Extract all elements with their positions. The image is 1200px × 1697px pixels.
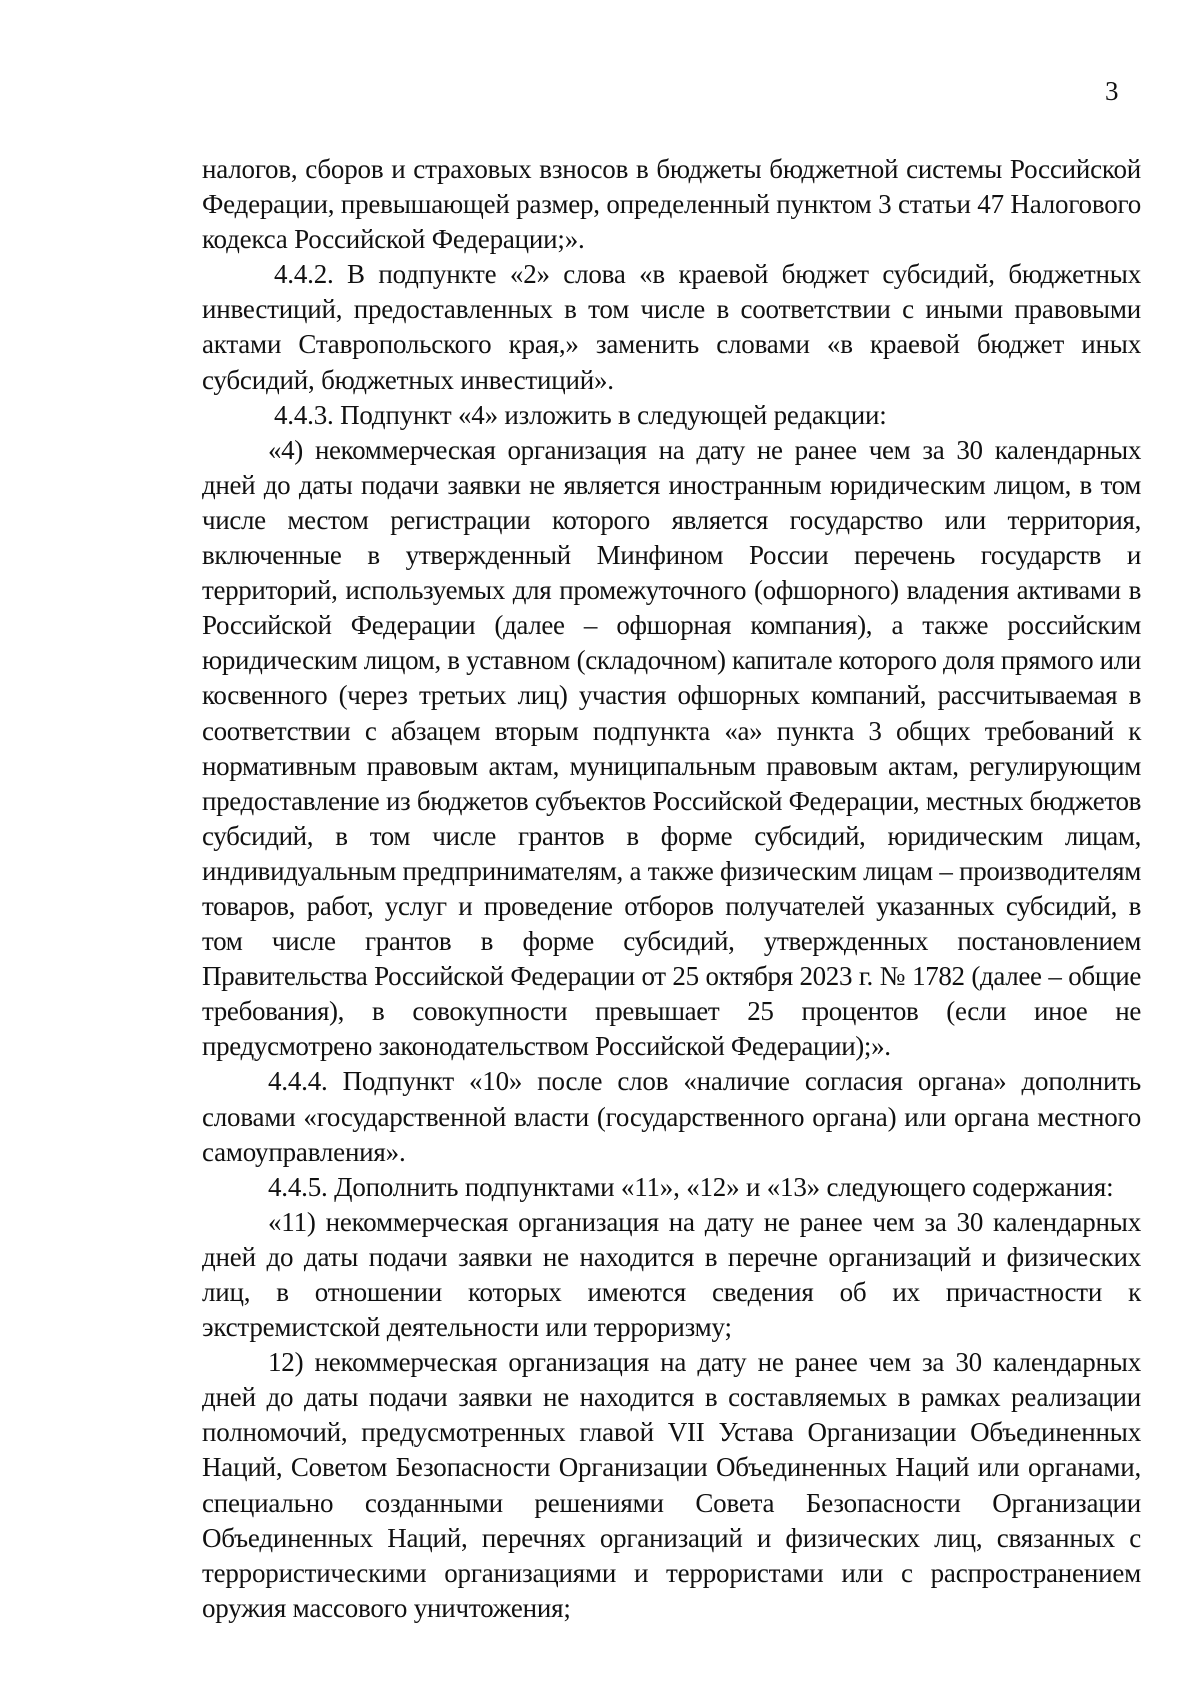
paragraph-subitem-11: «11) некоммерческая организация на дату не ранее чем за 30 календарных дней до даты подачи заявки не находится в перечне организаций и физических лиц, в отношении которых имеются сведения об их причастности к экстремистской деятельности или терроризму;	[202, 1206, 1141, 1343]
paragraph-4-4-4: 4.4.4. Подпункт «10» после слов «наличие согласия органа» дополнить словами «государственной власти (государственного органа) или органа местного самоуправления».	[202, 1066, 1141, 1167]
document-body	[202, 152, 1141, 1626]
page-number: 3	[1105, 76, 1119, 106]
paragraph-4-4-5: 4.4.5. Дополнить подпунктами «11», «12» и «13» следующего содержания:	[268, 1171, 1114, 1202]
paragraph-4-4-3: 4.4.3. Подпункт «4» изложить в следующей редакции:	[274, 399, 887, 430]
paragraph-4-4-2: 4.4.2. В подпункте «2» слова «в краевой бюджет субсидий, бюджетных инвестиций, предоставленных в том числе в соответствии с иными правовыми актами Ставропольского края,» заменить словами «в краевой бюджет иных субсидий, бюджетных инвестиций».	[202, 259, 1141, 395]
paragraph-subitem-12: 12) некоммерческая организация на дату не ранее чем за 30 календарных дней до даты подачи заявки не находится в составляемых в рамках реализации полномочий, предусмотренных главой VII Устава Организации Объединенных Наций, Советом Безопасности Организации Объединенных Наций или органами, специально созданными решениями Совета Безопасности Организации Объединенных Наций, перечнях организаций и физических лиц, связанных с террористическими организациями и террористами или с распространением оружия массового уничтожения;	[202, 1347, 1141, 1623]
paragraph-taxes-continuation: налогов, сборов и страховых взносов в бюджеты бюджетной системы Российской Федерации, превышающей размер, определенный пунктом 3 статьи 47 Налогового кодекса Российской Федерации;».	[202, 154, 1141, 255]
paragraph-subitem-4: «4) некоммерческая организация на дату не ранее чем за 30 календарных дней до даты подачи заявки не является иностранным юридическим лицом, в том числе местом регистрации которого является государство или территория, включенные в утвержденный Минфином России перечень государств и территорий, используемых для промежуточного (офшорного) владения активами в Российской Федерации (далее – офшорная компания), а также российским юридическим лицом, в уставном (складочном) капитале которого доля прямого или косвенного (через третьих лиц) участия офшорных компаний, рассчитываемая в соответствии с абзацем вторым подпункта «а» пункта 3 общих требований к нормативным правовым актам, муниципальным правовым актам, регулирующим предоставление из бюджетов субъектов Российской Федерации, местных бюджетов субсидий, в том числе грантов в форме субсидий, юридическим лицам, индивидуальным предпринимателям, а также физическим лицам – производителям товаров, работ, услуг и проведение отборов получателей указанных субсидий, в том числе грантов в форме субсидий, утвержденных постановлением Правительства Российской Федерации от 25 октября 2023 г. № 1782 (далее – общие требования), в совокупности превышает 25 процентов (если иное не предусмотрено законодательством Российской Федерации);».	[202, 434, 1141, 1062]
